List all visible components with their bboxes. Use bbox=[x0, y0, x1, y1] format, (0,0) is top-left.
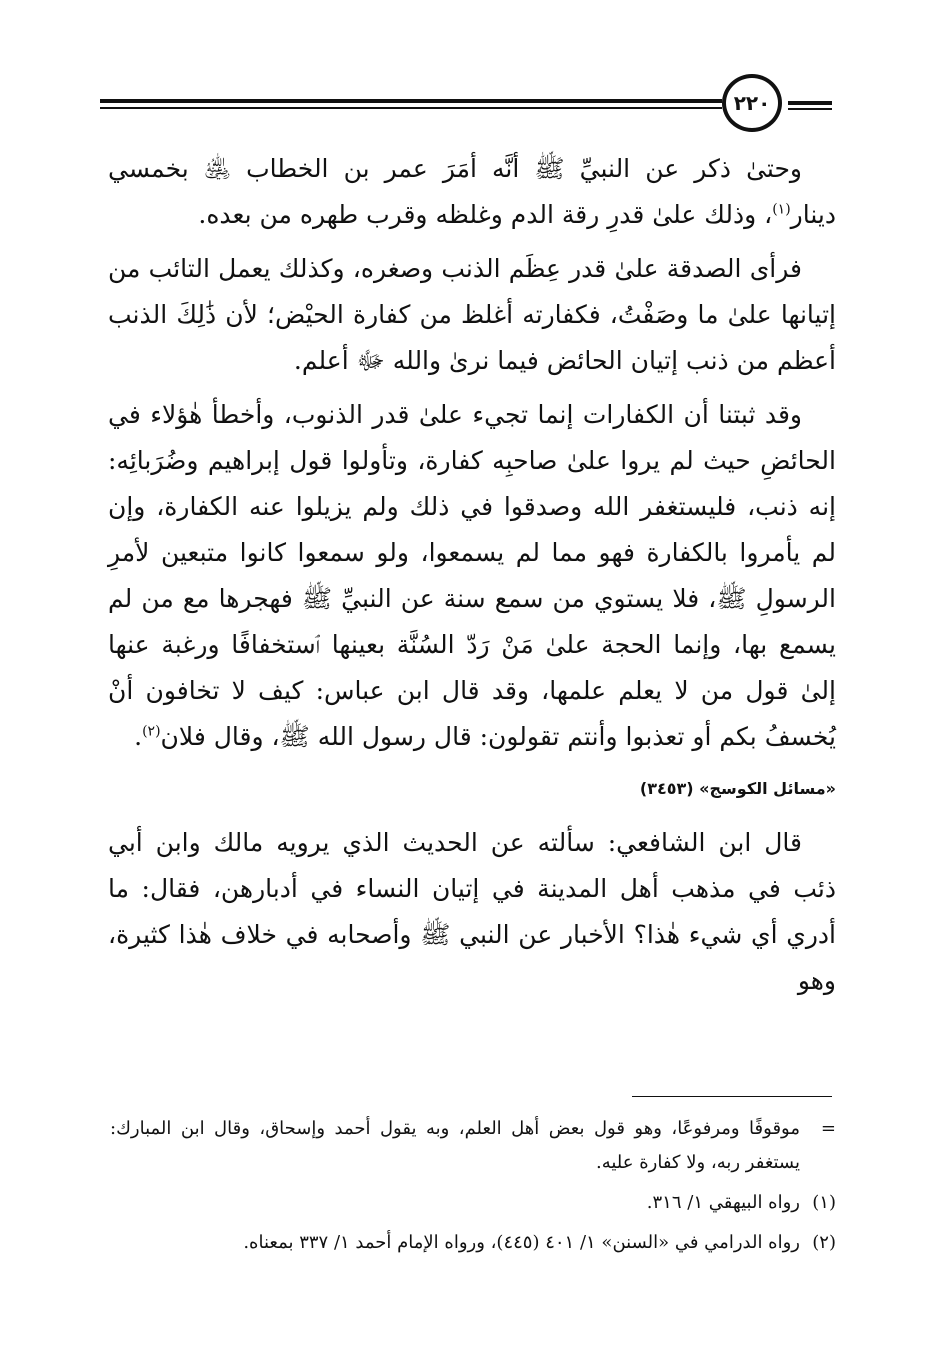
footnote-ref-2[interactable]: (٢) bbox=[142, 723, 161, 740]
main-text bbox=[108, 146, 836, 1012]
footnote-2-text: رواه الدرامي في «السنن» ١/ ٤٠١ (٤٤٥)، ورواه الإمام أحمد ١/ ٣٣٧ بمعناه. bbox=[243, 1232, 800, 1253]
page-number: ٢٢٠ bbox=[733, 91, 771, 115]
footnote-1 bbox=[110, 1186, 836, 1220]
paragraph-3-tail: . bbox=[134, 722, 143, 751]
section-title: «مسائل الكوسج» (٣٤٥٣) bbox=[639, 779, 836, 798]
footnote-divider bbox=[632, 1096, 832, 1097]
footnotes bbox=[110, 1112, 836, 1266]
footnote-continuation-text: موقوفًا ومرفوعًا، وهو قول بعض أهل العلم، وبه يقول أحمد وإسحاق، وقال ابن المبارك: يستغفر ربه، ولا كفارة عليه. bbox=[110, 1118, 800, 1173]
footnote-2-mark: (٢) bbox=[812, 1232, 836, 1253]
paragraph-1-tail: ، وذلك علىٰ قدرِ رقة الدم وغلظه وقرب طهره من بعده. bbox=[198, 200, 773, 229]
header-rule-right-thin bbox=[788, 108, 832, 110]
header-rule-thick bbox=[100, 99, 722, 103]
paragraph-2: فرأى الصدقة علىٰ قدر عِظَم الذنب وصغره، وكذلك يعمل التائب من إتيانها علىٰ ما وصَفْتُ، فكفارته أغلظ من كفارة الحيْض؛ لأن ذَٰلِكَ الذنب أعظم من ذنب إتيان الحائض فيما نرىٰ والله ﷻ أعلم. bbox=[108, 254, 836, 375]
footnote-1-text: رواه البيهقي ١/ ٣١٦. bbox=[646, 1192, 800, 1213]
paragraph-1 bbox=[108, 146, 836, 238]
paragraph-3-text: وقد ثبتنا أن الكفارات إنما تجيء علىٰ قدر الذنوب، وأخطأ هٰؤلاء في الحائضِ حيث لم يروا علىٰ صاحبِه كفارة، وتأولوا قول إبراهيم وضُرَبائِه: إنه ذنب، فليستغفر الله وصدقوا في ذلك ولم يزيلوا عنه الكفارة، وإن لم يأمروا بالكفارة فهو مما لم يسمعوا، ولو سمعوا كانوا متبعين لأمرِ الرسولِ ﷺ، فلا يستوي من سمع سنة عن النبيِّ ﷺ فهجرها مع من لم يسمع بها، وإنما الحجة علىٰ مَنْ رَدّ السُنَّة بعينها ٱستخفافًا ورغبة عنها إلىٰ قول من لا يعلم علمها، وقد قال ابن عباس: كيف لا تخافون أنْ يُخسفُ بكم أو تعذبوا وأنتم تقولون: قال رسول الله ﷺ، وقال فلان bbox=[108, 400, 836, 751]
page-header bbox=[100, 72, 840, 134]
paragraph-4: قال ابن الشافعي: سألته عن الحديث الذي يرويه مالك وابن أبي ذئب في مذهب أهل المدينة في إتيان النساء في أدبارهن، فقال: ما أدري أي شيء هٰذا؟ الأخبار عن النبي ﷺ وأصحابه في خلاف هٰذا كثيرة، وهو bbox=[108, 828, 836, 995]
footnote-ref-1[interactable]: (١) bbox=[772, 201, 791, 218]
header-rule-thin bbox=[100, 107, 722, 109]
footnote-1-mark: (١) bbox=[812, 1192, 836, 1213]
footnote-continuation-mark: = bbox=[820, 1118, 836, 1139]
header-rule-right bbox=[788, 101, 832, 105]
footnote-continuation bbox=[110, 1112, 836, 1180]
footnote-2 bbox=[110, 1226, 836, 1260]
paragraph-1-text: وحتىٰ ذكر عن النبيِّ ﷺ أنَّه أمَرَ عمر بن الخطاب ﵁ بخمسي دينار bbox=[108, 154, 836, 229]
paragraph-3 bbox=[108, 392, 836, 760]
page-number-badge bbox=[722, 74, 782, 132]
